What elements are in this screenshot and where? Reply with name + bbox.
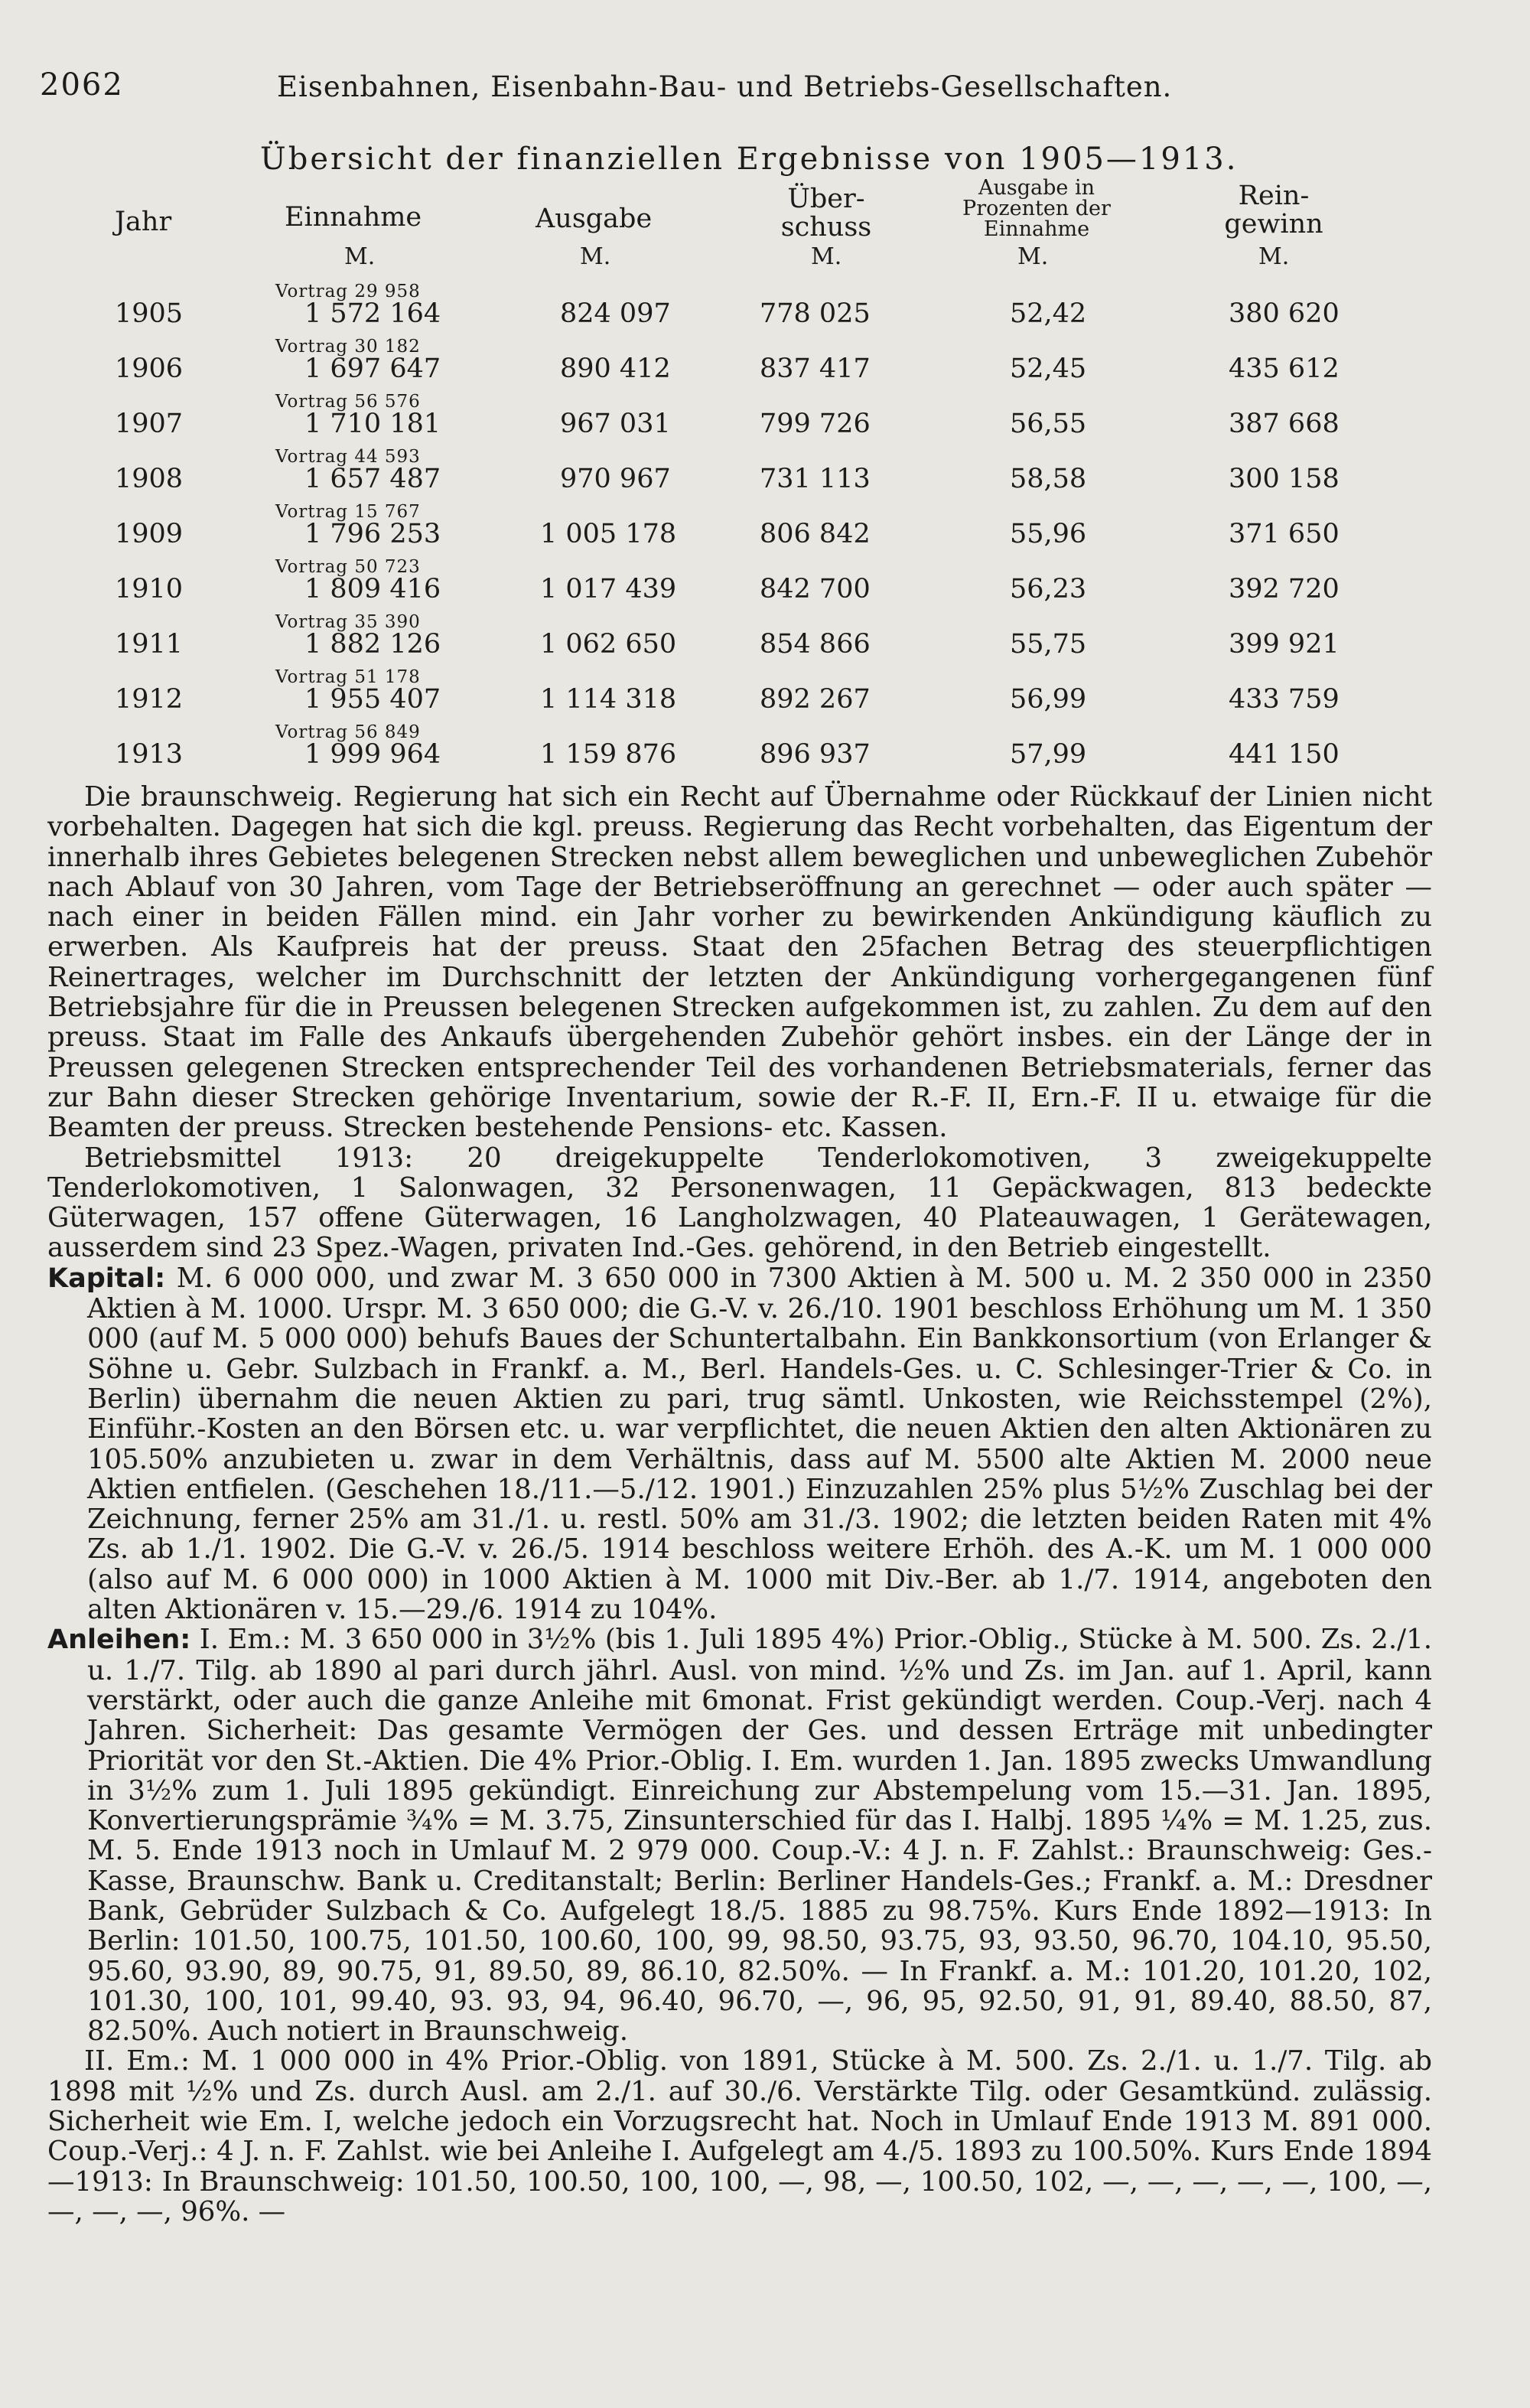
table-row: [0, 722, 1530, 777]
cell-prozent: 55,96: [1010, 519, 1087, 549]
cell-reingewinn: 433 759: [1229, 684, 1340, 715]
col-jahr: Jahr: [115, 207, 172, 237]
cell-ausgabe: 1 114 318: [540, 684, 677, 715]
cell-einnahme: 1 710 181: [304, 409, 441, 439]
running-title: Eisenbahnen, Eisenbahn-Bau- und Betriebs-Gesellschaften.: [277, 70, 1173, 103]
cell-reingewinn: 380 620: [1229, 298, 1340, 329]
cell-prozent: 55,75: [1010, 629, 1087, 660]
anleihen-text: I. Em.: M. 3 650 000 in 3½% (bis 1. Juli 1895 4%) Prior.-Oblig., Stücke à M. 500. Zs. 2./1. u. 1./7. Tilg. ab 1890 al pari durch jährl. Ausl. von mind. ½% und Zs. im Jan. auf 1. April, kann verstärkt, oder auch die ganze Anleihe mit 6monat. Frist gekündigt werden. Coup.-Verj. nach 4 Jahren. Sicherheit: Das gesamte Vermögen der Ges. und dessen Erträge mit unbedingter Priorität vor den St.-Aktien. Die 4% Prior.-Oblig. I. Em. wurden 1. Jan. 1895 zwecks Umwandlung in 3½% zum 1. Juli 1895 gekündigt. Einreichung zur Abstempelung vom 15.—31. Jan. 1895, Konvertierungsprämie ¾% = M. 3.75, Zinsunterschied für das I. Halbj. 1895 ¼% = M. 1.25, zus. M. 5. Ende 1913 noch in Umlauf M. 2 979 000. Coup.-V.: 4 J. n. F. Zahlst.: Braunschweig: Ges.-Kasse, Braunschw. Bank u. Creditanstalt; Berlin: Berliner Handels-Ges.; Frankf. a. M.: Dresdner Bank, Gebrüder Sulzbach & Co. Aufgelegt 18./5. 1885 zu 98.75%. Kurs Ende 1892—1913: In Berlin: 101.50, 100.75, 101.50, 100.60, 100, 99, 98.50, 93.75, 93, 93.50, 96.70, 104.10, 95.50, 95.60, 93.90, 89, 90.75, 91, 89.50, 89, 86.10, 82.50%. — In Frankf. a. M.: 101.20, 101.20, 102, 101.30, 100, 101, 99.40, 93. 93, 94, 96.40, 96.70, —, 96, 95, 92.50, 91, 91, 89.40, 88.50, 87, 82.50%. Auch notiert in Braunschweig.: [87, 1624, 1432, 2048]
cell-einnahme: 1 657 487: [304, 464, 441, 494]
col-ueberschuss-line1: Über-: [787, 184, 865, 214]
paragraph-anleihen: [47, 1624, 1432, 2046]
cell-einnahme: 1 697 647: [304, 354, 441, 384]
cell-reingewinn: 435 612: [1229, 354, 1340, 384]
col-prozent: [933, 178, 1140, 239]
page-header: [40, 67, 1484, 113]
cell-ueberschuss: 731 113: [760, 464, 871, 494]
cell-reingewinn: 371 650: [1229, 519, 1340, 549]
cell-reingewinn: 300 158: [1229, 464, 1340, 494]
cell-ausgabe: 824 097: [560, 298, 671, 329]
cell-ausgabe: 1 017 439: [540, 574, 677, 604]
cell-reingewinn: 387 668: [1229, 409, 1340, 439]
kapital-label: Kapital:: [47, 1263, 166, 1294]
cell-einnahme: 1 882 126: [304, 629, 441, 660]
cell-einnahme: 1 955 407: [304, 684, 441, 715]
body-text: [47, 782, 1432, 2227]
cell-jahr: 1911: [115, 629, 184, 660]
cell-reingewinn: 392 720: [1229, 574, 1340, 604]
cell-jahr: 1909: [115, 519, 184, 549]
table-row: [0, 667, 1530, 722]
cell-einnahme: 1 809 416: [304, 574, 441, 604]
cell-reingewinn: 399 921: [1229, 629, 1340, 660]
col-reingewinn-line1: Rein-: [1238, 181, 1310, 211]
col-reingewinn: [1209, 182, 1339, 239]
col-ueberschuss: [765, 185, 887, 242]
cell-prozent: 56,23: [1010, 574, 1087, 604]
table-row: [0, 447, 1530, 502]
unit-ueberschuss: M.: [811, 243, 842, 270]
unit-reingewinn: M.: [1258, 243, 1290, 270]
cell-jahr: 1907: [115, 409, 184, 439]
table-row: [0, 612, 1530, 667]
vortrag: Vortrag 50 723: [275, 557, 421, 577]
vortrag: Vortrag 56 576: [275, 392, 421, 412]
table-row: [0, 502, 1530, 557]
cell-prozent: 52,45: [1010, 354, 1087, 384]
cell-ausgabe: 890 412: [560, 354, 671, 384]
cell-einnahme: 1 572 164: [304, 298, 441, 329]
vortrag: Vortrag 44 593: [275, 447, 421, 467]
paragraph-regierung: Die braunschweig. Regierung hat sich ein Recht auf Übernahme oder Rückkauf der Linien nicht vorbehalten. Dagegen hat sich die kgl. preuss. Regierung das Recht vorbehalten, das Eigentum der innerhalb ihres Gebietes belegenen Strecken nebst allem beweglichen und unbeweglichen Zubehör nach Ablauf von 30 Jahren, vom Tage der Betriebseröffnung an gerechnet — oder auch später — nach einer in beiden Fällen mind. ein Jahr vorher zu bewirkenden Ankündigung käuflich zu erwerben. Als Kaufpreis hat der preuss. Staat den 25fachen Betrag des steuerpflichtigen Reinertrages, welcher im Durchschnitt der letzten der Ankündigung vorhergegangenen fünf Betriebsjahre für die in Preussen belegenen Strecken aufgekommen ist, zu zahlen. Zu dem auf den preuss. Staat im Falle des Ankaufs übergehenden Zubehör gehört insbes. ein der Länge der in Preussen gelegenen Strecken entsprechender Teil des vorhandenen Betriebsmaterials, ferner das zur Bahn dieser Strecken gehörige Inventarium, sowie der R.-F. II, Ern.-F. II u. etwaige für die Beamten der preuss. Strecken bestehende Pensions- etc. Kassen.: [47, 781, 1432, 1144]
unit-ausgabe: M.: [580, 243, 611, 270]
cell-ueberschuss: 837 417: [760, 354, 871, 384]
cell-ausgabe: 1 159 876: [540, 739, 677, 770]
cell-reingewinn: 441 150: [1229, 739, 1340, 770]
cell-jahr: 1912: [115, 684, 184, 715]
col-einnahme: Einnahme: [285, 202, 422, 233]
table-title: Übersicht der finanziellen Ergebnisse von 1905—1913.: [260, 142, 1239, 177]
cell-jahr: 1908: [115, 464, 184, 494]
vortrag: Vortrag 29 958: [275, 282, 421, 301]
cell-ausgabe: 967 031: [560, 409, 671, 439]
cell-ueberschuss: 806 842: [760, 519, 871, 549]
col-prozent-line3: Einnahme: [983, 217, 1090, 241]
paragraph-betriebsmittel: Betriebsmittel 1913: 20 dreigekuppelte Tenderlokomotiven, 3 zweigekuppelte Tenderlokomotiven, 1 Salonwagen, 32 Personenwagen, 11 Gepäckwagen, 813 bedeckte Güterwagen, 157 offene Güterwagen, 16 Langholzwagen, 40 Plateauwagen, 1 Gerätewagen, ausserdem sind 23 Spez.-Wagen, privaten Ind.-Ges. gehörend, in den Betrieb eingestellt.: [47, 1142, 1432, 1264]
cell-ausgabe: 970 967: [560, 464, 671, 494]
cell-jahr: 1905: [115, 298, 184, 329]
anleihen-label: Anleihen:: [47, 1624, 191, 1656]
cell-jahr: 1913: [115, 739, 184, 770]
kapital-text: M. 6 000 000, und zwar M. 3 650 000 in 7300 Aktien à M. 500 u. M. 2 350 000 in 2350 Aktien à M. 1000. Urspr. M. 3 650 000; die G.-V. v. 26./10. 1901 beschloss Erhöhung um M. 1 350 000 (auf M. 5 000 000) behufs Baues der Schuntertalbahn. Ein Bankkonsortium (von Erlanger & Söhne u. Gebr. Sulzbach in Frankf. a. M., Berl. Handels-Ges. u. C. Schlesinger-Trier & Co. in Berlin) übernahm die neuen Aktien zu pari, trug sämtl. Unkosten, wie Reichsstempel (2%), Einführ.-Kosten an den Börsen etc. u. war verpflichtet, die neuen Aktien den alten Aktionären zu 105.50% anzubieten u. zwar in dem Verhältnis, dass auf M. 5500 alte Aktien M. 2000 neue Aktien entfielen. (Geschehen 18./11.—5./12. 1901.) Einzuzahlen 25% plus 5½% Zuschlag bei der Zeichnung, ferner 25% am 31./1. u. restl. 50% am 31./3. 1902; die letzten beiden Raten mit 4% Zs. ab 1./1. 1902. Die G.-V. v. 26./5. 1914 beschloss weitere Erhöh. des A.-K. um M. 1 000 000 (also auf M. 6 000 000) in 1000 Aktien à M. 1000 mit Div.-Ber. ab 1./7. 1914, angeboten den alten Aktionären v. 15.—29./6. 1914 zu 104%.: [87, 1262, 1432, 1626]
cell-ausgabe: 1 062 650: [540, 629, 677, 660]
col-ausgabe: Ausgabe: [536, 204, 653, 234]
cell-prozent: 56,55: [1010, 409, 1087, 439]
table-row: [0, 557, 1530, 612]
cell-ueberschuss: 892 267: [760, 684, 871, 715]
cell-prozent: 57,99: [1010, 739, 1087, 770]
cell-prozent: 56,99: [1010, 684, 1087, 715]
table-row: [0, 337, 1530, 392]
cell-prozent: 52,42: [1010, 298, 1087, 329]
paragraph-em2: II. Em.: M. 1 000 000 in 4% Prior.-Oblig. von 1891, Stücke à M. 500. Zs. 2./1. u. 1./7. Tilg. ab 1898 mit ½% und Zs. durch Ausl. am 2./1. auf 30./6. Verstärkte Tilg. oder Gesamtkünd. zulässig. Sicherheit wie Em. I, welche jedoch ein Vorzugsrecht hat. Noch in Umlauf Ende 1913 M. 891 000. Coup.-Verj.: 4 J. n. F. Zahlst. wie bei Anleihe I. Aufgelegt am 4./5. 1893 zu 100.50%. Kurs Ende 1894—1913: In Braunschweig: 101.50, 100.50, 100, 100, —, 98, —, 100.50, 102, —, —, —, —, —, 100, —, —, —, —, 96%. —: [47, 2045, 1432, 2227]
vortrag: Vortrag 51 178: [275, 667, 421, 687]
cell-prozent: 58,58: [1010, 464, 1087, 494]
cell-jahr: 1910: [115, 574, 184, 604]
vortrag: Vortrag 56 849: [275, 722, 421, 742]
col-reingewinn-line2: gewinn: [1224, 208, 1323, 239]
unit-einnahme: M.: [344, 243, 376, 270]
cell-ausgabe: 1 005 178: [540, 519, 677, 549]
cell-ueberschuss: 854 866: [760, 629, 871, 660]
col-prozent-line1: Ausgabe in: [978, 176, 1095, 200]
unit-prozent: M.: [1017, 243, 1049, 270]
cell-jahr: 1906: [115, 354, 184, 384]
cell-einnahme: 1 796 253: [304, 519, 441, 549]
cell-ueberschuss: 778 025: [760, 298, 871, 329]
cell-ueberschuss: 896 937: [760, 739, 871, 770]
page-number: 2062: [40, 67, 124, 103]
vortrag: Vortrag 35 390: [275, 612, 421, 632]
col-prozent-line2: Prozenten der: [962, 197, 1111, 220]
col-ueberschuss-line2: schuss: [780, 211, 872, 243]
vortrag: Vortrag 15 767: [275, 502, 421, 522]
vortrag: Vortrag 30 182: [275, 337, 421, 357]
table-row: [0, 392, 1530, 447]
paragraph-kapital: [47, 1263, 1432, 1625]
table-row: [0, 282, 1530, 337]
cell-einnahme: 1 999 964: [304, 739, 441, 770]
cell-ueberschuss: 842 700: [760, 574, 871, 604]
cell-ueberschuss: 799 726: [760, 409, 871, 439]
